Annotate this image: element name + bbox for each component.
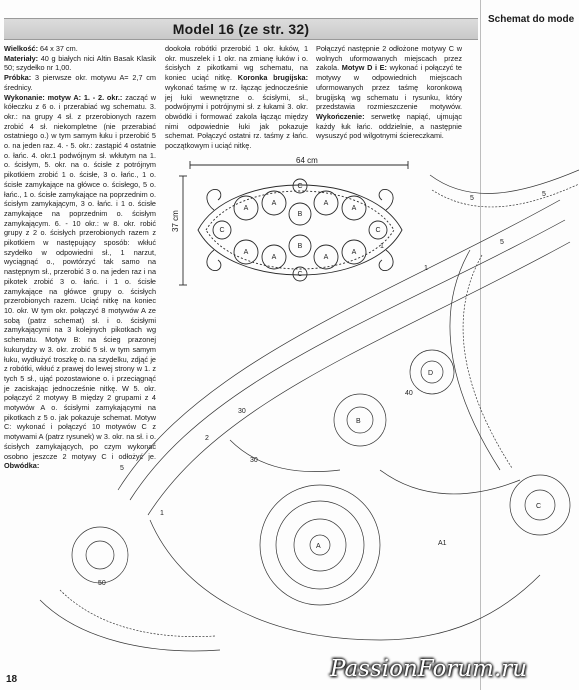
motif-letter: A [271, 254, 277, 261]
materials-label: Materiały: [4, 53, 39, 63]
border-text: dookoła robótki przerobić 1 okr. łuków, 1 okr. muszelek i 1 okr. na zmianę łuków i o. ścisłych z pikotkami wg schematu, na koniec uciąć nitkę. [165, 44, 308, 83]
motif-letter: A [271, 200, 277, 207]
chart-mark: D [428, 370, 434, 377]
sample-value: 3 pierwsze okr. motywu A= 2,7 cm średnicy. [4, 73, 157, 92]
page-number: 18 [6, 674, 18, 685]
side-heading: Schemat do mode [488, 14, 575, 25]
chart-top-band [430, 170, 579, 194]
schematic-outline [198, 185, 402, 275]
motif-letter: A [243, 249, 249, 256]
chart-mark: 1 [160, 510, 164, 517]
sample-label: Próbka: [4, 73, 32, 83]
layout-schematic [179, 161, 408, 285]
finish-text: serwetkę napiąć, ujmując każdy łuk łańc. oddzielnie, a następnie wysuszyć pod wilgotnymi ściereczkami. [316, 111, 462, 141]
chart-mark: A [316, 543, 321, 550]
chart-arc-outer [118, 200, 560, 490]
side-motif-inner [86, 541, 114, 569]
chart-motif-link [380, 470, 520, 494]
motif-letter: B [297, 243, 303, 250]
lace-text: wykonać taśmę w rz. łącząc jednocześnie jej łuki wewnętrzne o. ścisłymi, sł., podwójnymi i potrójnymi sł. z łukami 3. okr. obwódki i formować zakola łącząc między nimi odpowiednie łuki jak pokazuje schemat. Połączyć ostatni rz. taśmy z łańc. początkowym i uciąć nitkę. [165, 82, 308, 151]
chart-mark: 5 [542, 191, 546, 198]
motif-letter: C [297, 271, 303, 278]
chart-mark: 5 [470, 195, 474, 202]
motif-letter: A [351, 249, 357, 256]
motif-letter: C [219, 227, 225, 234]
chart-mark: C [536, 503, 542, 510]
border-label: Obwódka: [4, 461, 40, 471]
chart-arc-inner [148, 242, 570, 515]
lace-label: Koronka brugijska: [237, 73, 309, 83]
work-text: zacząć w kółeczku z 6 o. i przerabiać wg schematu. 3. okr.: na grupy 4 sł. z przerobionych razem zrobić 4 sł. niekompletne (nie przerabiać ostatniego o.) w tym samym łuku i przerobić 5 o. na jeden raz. 4. - 5. okr.: zastąpić 4 ostatnie o. łańc. 4. okr.1 podwójnym sł. wkłutym na 1. o. ścisłym, 5. okr. na o. ścisłe z potrójnym pikotkiem zrobić 1 o. ścisłe, 3 o. łańc., 1 o. ścisłe zamykające na główce o. ścisłego, 5 o. łańc., 1 o. ścisłe zamykające na poprzednim o. ścisłym zamykającym, 3 o. łańc. i 1 o. ścisłe zamykające na poprzednim o. ścisłym zamykającym. 6. - 10 okr.: w 8. okr. robić grupy z 2 o. ścisłych przerobionych razem z pikotkiem w następujący sposób: wkłuć szydełko w odpowiedni sł., 1 narzut, wyciągnąć o., powtórzyć tak samo na następnym sł., przerobić 3 o. na jeden raz i na pikotek zrobić 3 o. łańc. i 1 o. ścisłe zamykające na główce grupy o. ścisłych przerobionych razem. Uciąć nitkę na koniec 10. okr. W tym okr. połączyć 8 motywów A ze sobą (patrz schemat) sł. i o. ścisłymi zamykającymi na 3 kolejnych pikotkach wg schematu. Motyw B: na ścieg prazonej kukurydzy w 3. okr. zrobić 5 sł. w tym samym łuku, wydłużyć troszkę o. na szydelku, zdjąć je z robótki, wkłuć z prawej do lewej strony w 1. z tych 5 sł., ująć pozostawione o. i przeciągnąć je zaciskając jednocześnie nitkę. W 5. okr. połączyć 2 motywy B między 2 grupami z 4 motywów A o. ścisłymi zamykającymi na pikotkach z 5 o. jak pokazuje schemat. Motyw C: wykonać i połączyć 10 motywów C z motywami A (patrz rysunek) w 3. okr. na sł. i o. ścisłych zamykających, po czym wykonać osobno jeszcze 2 motywy C i odłożyć je. [4, 92, 157, 461]
chart-lace-stitches [463, 255, 512, 468]
crochet-chart [40, 170, 579, 651]
finish-label: Wykończenie: [316, 111, 365, 121]
size-label: Wielkość: [4, 44, 38, 53]
chart-labels [98, 191, 546, 587]
schematic-height-label: 37 cm [171, 210, 180, 232]
motif-de-label: Motyw D i E: [341, 63, 387, 73]
motif-letter: B [297, 211, 303, 218]
chart-mark: 30 [238, 408, 246, 415]
motif-de-text: wykonać i połączyć te motywy w odpowiednich miejscach uformowanych przez taśmę koronkową brugijską wg schematu i rysunku, który przedstawia rozmieszczenie motywów. [316, 63, 462, 112]
chart-mark: 1 [380, 243, 384, 250]
chart-mark: 2 [205, 435, 209, 442]
watermark: PassionForum.ru [330, 656, 528, 682]
chart-mark: A1 [438, 540, 447, 547]
motif-letter: A [323, 254, 329, 261]
schematic-width-label: 64 cm [296, 156, 318, 165]
motif-letter: C [375, 227, 381, 234]
chart-mark: 1 [424, 265, 428, 272]
chart-mark: 30 [250, 457, 258, 464]
materials-value: 40 g białych nici Altin Basak Klasik 50; szydełko nr 1,00. [4, 53, 156, 73]
chart-mark: 5 [120, 465, 124, 472]
motif-letter: A [323, 200, 329, 207]
chart-mark: 5 [500, 239, 504, 246]
chart-motif-link [230, 440, 340, 472]
side-motif-outer [72, 527, 128, 583]
chart-mark: 40 [405, 390, 413, 397]
size-value: 64 x 37 cm. [40, 44, 78, 53]
motif-letter: A [351, 205, 357, 212]
model-title: Model 16 (ze str. 32) [172, 21, 310, 37]
join-text: Połączyć następnie 2 odłożone motywy C w wolnych uformowanych miejscach przez zakola. [316, 44, 462, 73]
motif-letter: C [297, 183, 303, 190]
motif-letter: A [243, 205, 249, 212]
chart-top-stitches [432, 184, 579, 207]
chart-bottom-arc [40, 600, 220, 651]
work-label: Wykonanie: motyw A: 1. - 2. okr.: [4, 92, 123, 102]
chart-mark: 50 [98, 580, 106, 587]
chart-mark: B [356, 418, 361, 425]
